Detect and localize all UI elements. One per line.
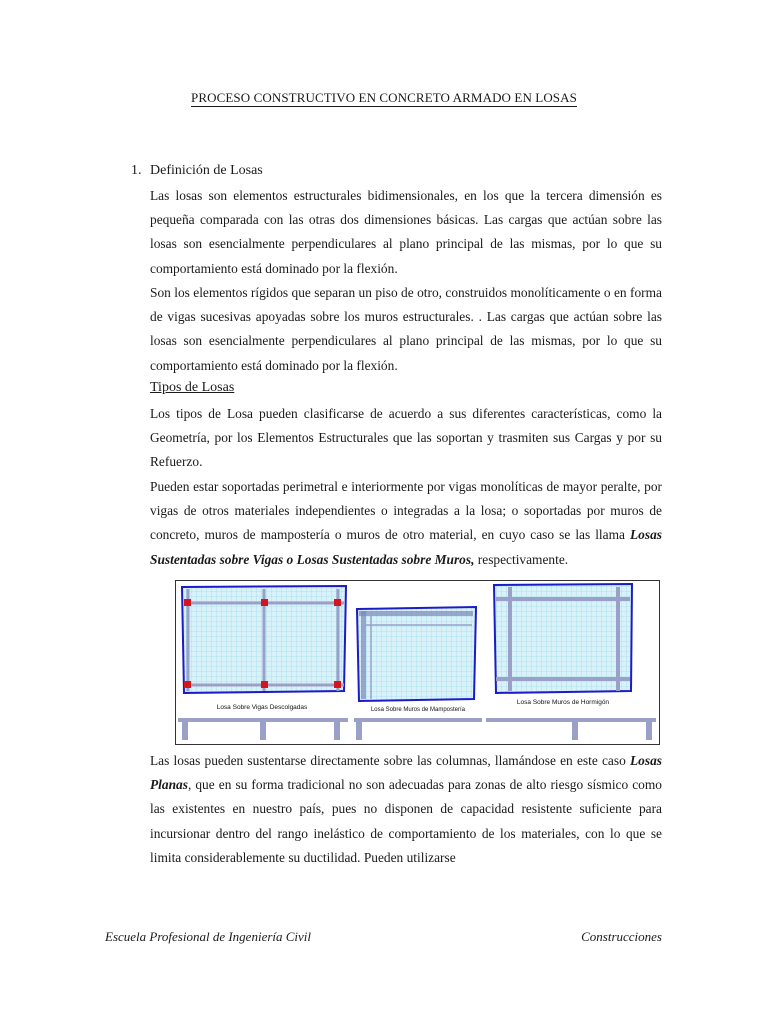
slab-types-diagram <box>176 581 659 744</box>
label-vigas: Losa Sobre Vigas Descolgadas <box>216 704 308 711</box>
section-title: Definición de Losas <box>150 163 263 178</box>
subsection-title: Tipos de Losas <box>150 380 235 395</box>
paragraph-flat-slabs <box>150 749 662 870</box>
paragraph-supports-prefix: las llama <box>575 527 630 543</box>
paragraph-supports-main: Pueden estar soportadas perimetral e interiormente por vigas monolíticas de mayor peralte, por vigas de otros materiales independientes o integradas a la losa; o soportadas por muros de concreto, muros de mampostería o muros de otro material, en cuyo caso se <box>150 479 662 543</box>
paragraph-flat-prefix: Las losas pueden sustentarse directamente sobre las columnas, llamándose en este caso <box>150 753 630 768</box>
footer-course: Construcciones <box>581 929 662 944</box>
paragraph-rigid-elements: Son los elementos rígidos que separan un piso de otro, construidos monolíticamente o en forma de vigas sucesivas apoyadas sobre los muros estructurales. . Las cargas que actúan sobre las losas son esencialmente perpendiculares al plano principal de las mismas, por lo que su comportamiento está dominado por la flexión. <box>150 285 662 373</box>
paragraph-definition: Las losas son elementos estructurales bidimensionales, en los que la tercera dimensión es pequeña comparada con las otras dos dimensiones básicas. Las cargas que actúan sobre las losas son esencialmente perpendiculares al plano principal de las mismas, por lo que su comportamiento está dominado por la flexión. <box>150 188 662 276</box>
label-hormigon: Losa Sobre Muros de Hormigón <box>516 699 610 706</box>
title-text: PROCESO CONSTRUCTIVO EN CONCRETO ARMADO EN LOSAS <box>191 90 577 105</box>
slab-types-figure <box>175 580 660 745</box>
slab-on-beams <box>178 586 348 740</box>
document-title <box>0 90 768 106</box>
emphasis-losas-planas: Losas Planas <box>150 753 662 793</box>
paragraph-supports-suffix: respectivamente. <box>474 551 569 567</box>
emphasis-sustentadas: Losas Sustentadas sobre Vigas o Losas Sustentadas sobre Muros, <box>150 527 662 567</box>
slab-on-concrete-walls <box>486 584 656 740</box>
paragraph-flat-suffix: , que en su forma tradicional no son adecuadas para zonas de alto riesgo sísmico como las existentes en nuestro país, pues no disponen de capacidad resistente suficiente para incursionar dentro del rango inelástico de comportamiento de los materiales, con lo que se limita considerablemente su ductilidad. Pueden utilizarse <box>150 777 662 865</box>
label-mamposteria: Losa Sobre Muros de Mampostería <box>370 707 466 713</box>
paragraph-types: Los tipos de Losa pueden clasificarse de acuerdo a sus diferentes características, como la Geometría, por los Elementos Estructurales que las soportan y trasmiten sus Cargas y por su Refuerzo. <box>150 406 662 470</box>
section-number: 1. <box>131 163 142 178</box>
slab-on-masonry <box>354 607 482 740</box>
paragraph-supports <box>150 475 662 572</box>
footer-school: Escuela Profesional de Ingeniería Civil <box>105 929 312 944</box>
